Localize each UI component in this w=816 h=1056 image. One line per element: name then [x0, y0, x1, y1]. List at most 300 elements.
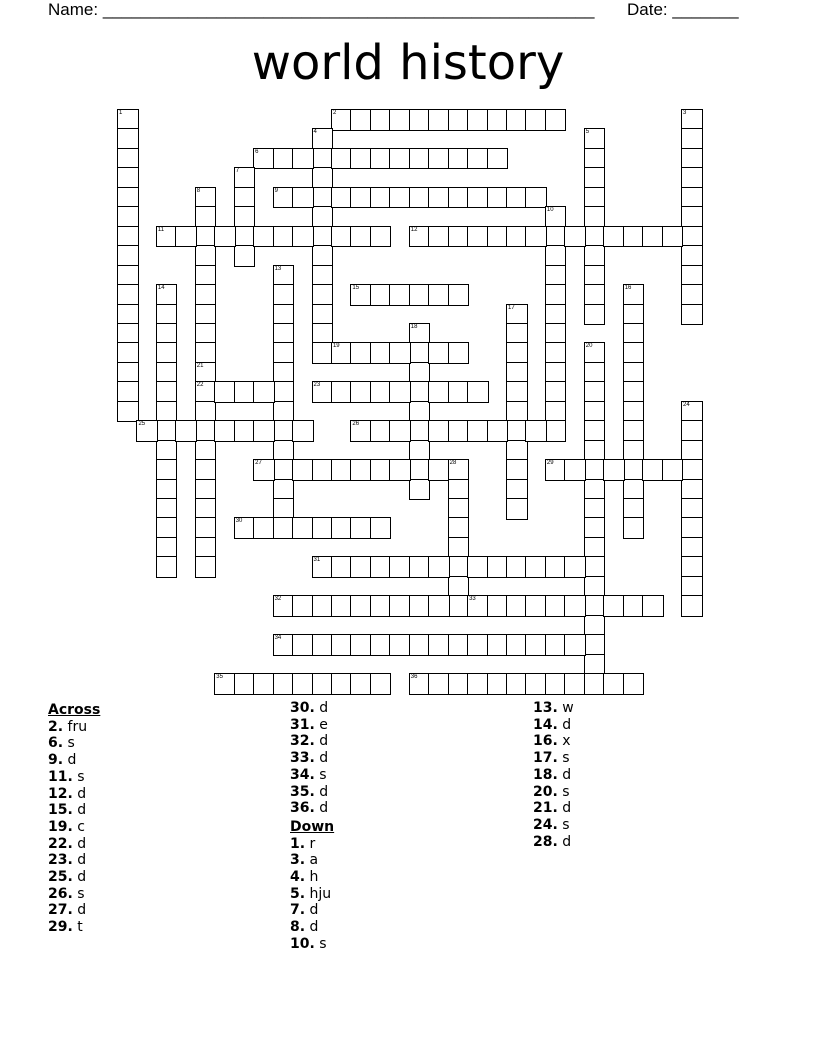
grid-cell[interactable]: [623, 440, 645, 462]
grid-cell[interactable]: [331, 226, 353, 248]
grid-cell[interactable]: [175, 226, 197, 248]
grid-cell[interactable]: [448, 284, 470, 306]
grid-cell[interactable]: [312, 517, 334, 539]
grid-cell[interactable]: [214, 673, 236, 695]
grid-cell[interactable]: [564, 226, 586, 248]
grid-cell[interactable]: [370, 634, 392, 656]
grid-cell[interactable]: [117, 109, 139, 131]
grid-cell[interactable]: [584, 206, 606, 228]
grid-cell[interactable]: [253, 459, 275, 481]
grid-cell[interactable]: [681, 226, 703, 248]
grid-cell[interactable]: [545, 265, 567, 287]
grid-cell[interactable]: [195, 401, 217, 423]
grid-cell[interactable]: [525, 634, 547, 656]
grid-cell[interactable]: [331, 634, 353, 656]
grid-cell[interactable]: [623, 459, 645, 481]
grid-cell[interactable]: [156, 479, 178, 501]
grid-cell[interactable]: [389, 284, 411, 306]
grid-cell[interactable]: [273, 634, 295, 656]
grid-cell[interactable]: [370, 556, 392, 578]
grid-cell[interactable]: [156, 323, 178, 345]
grid-cell[interactable]: [370, 420, 392, 442]
grid-cell[interactable]: [312, 206, 334, 228]
grid-cell[interactable]: [195, 187, 217, 209]
grid-cell[interactable]: [409, 459, 431, 481]
grid-cell[interactable]: [350, 634, 372, 656]
grid-cell[interactable]: [545, 206, 567, 228]
grid-cell[interactable]: [312, 673, 334, 695]
grid-cell[interactable]: [623, 498, 645, 520]
grid-cell[interactable]: [681, 206, 703, 228]
grid-cell[interactable]: [273, 342, 295, 364]
grid-cell[interactable]: [487, 187, 509, 209]
grid-cell[interactable]: [681, 556, 703, 578]
grid-cell[interactable]: [312, 284, 334, 306]
grid-cell[interactable]: [584, 576, 606, 598]
grid-cell[interactable]: [273, 304, 295, 326]
grid-cell[interactable]: [448, 459, 470, 481]
grid-cell[interactable]: [117, 284, 139, 306]
grid-cell[interactable]: [681, 187, 703, 209]
grid-cell[interactable]: [292, 226, 314, 248]
grid-cell[interactable]: [506, 362, 528, 384]
grid-cell[interactable]: [389, 556, 411, 578]
grid-cell[interactable]: [156, 420, 178, 442]
grid-cell[interactable]: [545, 420, 567, 442]
grid-cell[interactable]: [195, 556, 217, 578]
grid-cell[interactable]: [584, 342, 606, 364]
grid-cell[interactable]: [448, 595, 470, 617]
grid-cell[interactable]: [273, 148, 295, 170]
grid-cell[interactable]: [506, 556, 528, 578]
grid-cell[interactable]: [623, 342, 645, 364]
grid-cell[interactable]: [253, 517, 275, 539]
grid-cell[interactable]: [389, 342, 411, 364]
grid-cell[interactable]: [506, 440, 528, 462]
grid-cell[interactable]: [506, 342, 528, 364]
grid-cell[interactable]: [175, 420, 197, 442]
grid-cell[interactable]: [487, 595, 509, 617]
grid-cell[interactable]: [603, 673, 625, 695]
grid-cell[interactable]: [350, 673, 372, 695]
grid-cell[interactable]: [136, 420, 158, 442]
grid-cell[interactable]: [584, 440, 606, 462]
grid-cell[interactable]: [234, 517, 256, 539]
grid-cell[interactable]: [253, 673, 275, 695]
grid-cell[interactable]: [195, 304, 217, 326]
grid-cell[interactable]: [195, 284, 217, 306]
grid-cell[interactable]: [156, 226, 178, 248]
grid-cell[interactable]: [292, 187, 314, 209]
grid-cell[interactable]: [506, 595, 528, 617]
grid-cell[interactable]: [350, 556, 372, 578]
grid-cell[interactable]: [234, 167, 256, 189]
grid-cell[interactable]: [428, 148, 450, 170]
grid-cell[interactable]: [525, 595, 547, 617]
grid-cell[interactable]: [370, 673, 392, 695]
grid-cell[interactable]: [448, 498, 470, 520]
grid-cell[interactable]: [195, 381, 217, 403]
grid-cell[interactable]: [312, 556, 334, 578]
grid-cell[interactable]: [584, 265, 606, 287]
grid-cell[interactable]: [681, 401, 703, 423]
grid-cell[interactable]: [273, 284, 295, 306]
grid-cell[interactable]: [584, 148, 606, 170]
grid-cell[interactable]: [545, 342, 567, 364]
grid-cell[interactable]: [506, 187, 528, 209]
grid-cell[interactable]: [409, 148, 431, 170]
grid-cell[interactable]: [273, 381, 295, 403]
grid-cell[interactable]: [195, 479, 217, 501]
grid-cell[interactable]: [448, 226, 470, 248]
grid-cell[interactable]: [623, 401, 645, 423]
grid-cell[interactable]: [545, 673, 567, 695]
grid-cell[interactable]: [409, 362, 431, 384]
grid-cell[interactable]: [428, 556, 450, 578]
grid-cell[interactable]: [234, 206, 256, 228]
grid-cell[interactable]: [681, 284, 703, 306]
grid-cell[interactable]: [584, 595, 606, 617]
grid-cell[interactable]: [428, 595, 450, 617]
grid-cell[interactable]: [331, 109, 353, 131]
grid-cell[interactable]: [428, 284, 450, 306]
grid-cell[interactable]: [331, 381, 353, 403]
grid-cell[interactable]: [506, 498, 528, 520]
name-blank[interactable]: ____________________________________________________: [102, 0, 595, 19]
grid-cell[interactable]: [117, 148, 139, 170]
grid-cell[interactable]: [350, 109, 372, 131]
grid-cell[interactable]: [370, 148, 392, 170]
grid-cell[interactable]: [389, 595, 411, 617]
grid-cell[interactable]: [195, 537, 217, 559]
grid-cell[interactable]: [448, 556, 470, 578]
grid-cell[interactable]: [428, 420, 450, 442]
grid-cell[interactable]: [487, 556, 509, 578]
grid-cell[interactable]: [331, 517, 353, 539]
grid-cell[interactable]: [331, 556, 353, 578]
grid-cell[interactable]: [253, 226, 275, 248]
grid-cell[interactable]: [273, 323, 295, 345]
grid-cell[interactable]: [448, 479, 470, 501]
grid-cell[interactable]: [467, 595, 489, 617]
grid-cell[interactable]: [681, 265, 703, 287]
grid-cell[interactable]: [331, 187, 353, 209]
grid-cell[interactable]: [234, 187, 256, 209]
grid-cell[interactable]: [117, 323, 139, 345]
grid-cell[interactable]: [117, 265, 139, 287]
grid-cell[interactable]: [312, 265, 334, 287]
grid-cell[interactable]: [350, 517, 372, 539]
grid-cell[interactable]: [214, 381, 236, 403]
grid-cell[interactable]: [273, 265, 295, 287]
grid-cell[interactable]: [603, 226, 625, 248]
grid-cell[interactable]: [681, 479, 703, 501]
grid-cell[interactable]: [370, 187, 392, 209]
grid-cell[interactable]: [370, 459, 392, 481]
grid-cell[interactable]: [623, 517, 645, 539]
grid-cell[interactable]: [545, 556, 567, 578]
grid-cell[interactable]: [117, 226, 139, 248]
grid-cell[interactable]: [545, 401, 567, 423]
grid-cell[interactable]: [195, 362, 217, 384]
grid-cell[interactable]: [350, 284, 372, 306]
grid-cell[interactable]: [409, 226, 431, 248]
grid-cell[interactable]: [506, 401, 528, 423]
grid-cell[interactable]: [312, 381, 334, 403]
grid-cell[interactable]: [370, 342, 392, 364]
grid-cell[interactable]: [448, 342, 470, 364]
grid-cell[interactable]: [409, 109, 431, 131]
grid-cell[interactable]: [389, 381, 411, 403]
grid-cell[interactable]: [312, 148, 334, 170]
grid-cell[interactable]: [273, 498, 295, 520]
grid-cell[interactable]: [312, 245, 334, 267]
grid-cell[interactable]: [681, 420, 703, 442]
grid-cell[interactable]: [370, 595, 392, 617]
grid-cell[interactable]: [467, 148, 489, 170]
grid-cell[interactable]: [273, 226, 295, 248]
grid-cell[interactable]: [584, 284, 606, 306]
grid-cell[interactable]: [389, 420, 411, 442]
grid-cell[interactable]: [545, 381, 567, 403]
grid-cell[interactable]: [370, 226, 392, 248]
date-blank[interactable]: _______: [672, 0, 739, 19]
grid-cell[interactable]: [195, 206, 217, 228]
grid-cell[interactable]: [195, 245, 217, 267]
grid-cell[interactable]: [195, 265, 217, 287]
grid-cell[interactable]: [584, 226, 606, 248]
grid-cell[interactable]: [448, 537, 470, 559]
grid-cell[interactable]: [273, 440, 295, 462]
grid-cell[interactable]: [545, 245, 567, 267]
grid-cell[interactable]: [370, 284, 392, 306]
grid-cell[interactable]: [584, 615, 606, 637]
grid-cell[interactable]: [545, 634, 567, 656]
grid-cell[interactable]: [195, 226, 217, 248]
grid-cell[interactable]: [409, 381, 431, 403]
grid-cell[interactable]: [350, 187, 372, 209]
grid-cell[interactable]: [487, 420, 509, 442]
grid-cell[interactable]: [584, 167, 606, 189]
grid-cell[interactable]: [156, 440, 178, 462]
grid-cell[interactable]: [487, 109, 509, 131]
grid-cell[interactable]: [409, 556, 431, 578]
grid-cell[interactable]: [681, 440, 703, 462]
grid-cell[interactable]: [409, 479, 431, 501]
grid-cell[interactable]: [681, 148, 703, 170]
grid-cell[interactable]: [584, 634, 606, 656]
grid-cell[interactable]: [681, 128, 703, 150]
grid-cell[interactable]: [273, 401, 295, 423]
grid-cell[interactable]: [584, 420, 606, 442]
grid-cell[interactable]: [448, 381, 470, 403]
grid-cell[interactable]: [156, 342, 178, 364]
grid-cell[interactable]: [506, 634, 528, 656]
grid-cell[interactable]: [584, 556, 606, 578]
grid-cell[interactable]: [623, 323, 645, 345]
grid-cell[interactable]: [234, 420, 256, 442]
grid-cell[interactable]: [292, 673, 314, 695]
grid-cell[interactable]: [428, 459, 450, 481]
grid-cell[interactable]: [409, 440, 431, 462]
grid-cell[interactable]: [506, 226, 528, 248]
grid-cell[interactable]: [156, 401, 178, 423]
grid-cell[interactable]: [428, 381, 450, 403]
grid-cell[interactable]: [234, 381, 256, 403]
grid-cell[interactable]: [156, 284, 178, 306]
grid-cell[interactable]: [623, 673, 645, 695]
grid-cell[interactable]: [545, 284, 567, 306]
grid-cell[interactable]: [545, 323, 567, 345]
grid-cell[interactable]: [117, 206, 139, 228]
grid-cell[interactable]: [662, 226, 684, 248]
grid-cell[interactable]: [428, 673, 450, 695]
grid-cell[interactable]: [312, 342, 334, 364]
grid-cell[interactable]: [312, 128, 334, 150]
grid-cell[interactable]: [564, 634, 586, 656]
grid-cell[interactable]: [525, 187, 547, 209]
grid-cell[interactable]: [428, 634, 450, 656]
grid-cell[interactable]: [545, 226, 567, 248]
grid-cell[interactable]: [584, 362, 606, 384]
grid-cell[interactable]: [331, 595, 353, 617]
grid-cell[interactable]: [312, 323, 334, 345]
grid-cell[interactable]: [273, 673, 295, 695]
grid-cell[interactable]: [681, 304, 703, 326]
grid-cell[interactable]: [545, 362, 567, 384]
grid-cell[interactable]: [681, 595, 703, 617]
grid-cell[interactable]: [156, 381, 178, 403]
grid-cell[interactable]: [584, 498, 606, 520]
grid-cell[interactable]: [467, 187, 489, 209]
grid-cell[interactable]: [623, 362, 645, 384]
grid-cell[interactable]: [253, 420, 275, 442]
grid-cell[interactable]: [584, 459, 606, 481]
grid-cell[interactable]: [331, 673, 353, 695]
grid-cell[interactable]: [467, 226, 489, 248]
grid-cell[interactable]: [195, 323, 217, 345]
grid-cell[interactable]: [448, 187, 470, 209]
grid-cell[interactable]: [623, 304, 645, 326]
grid-cell[interactable]: [584, 304, 606, 326]
grid-cell[interactable]: [350, 595, 372, 617]
grid-cell[interactable]: [214, 420, 236, 442]
grid-cell[interactable]: [409, 673, 431, 695]
grid-cell[interactable]: [506, 109, 528, 131]
grid-cell[interactable]: [195, 342, 217, 364]
grid-cell[interactable]: [584, 381, 606, 403]
grid-cell[interactable]: [117, 304, 139, 326]
grid-cell[interactable]: [428, 226, 450, 248]
grid-cell[interactable]: [409, 342, 431, 364]
grid-cell[interactable]: [584, 537, 606, 559]
grid-cell[interactable]: [273, 595, 295, 617]
grid-cell[interactable]: [117, 187, 139, 209]
grid-cell[interactable]: [584, 479, 606, 501]
grid-cell[interactable]: [350, 342, 372, 364]
grid-cell[interactable]: [234, 245, 256, 267]
grid-cell[interactable]: [312, 187, 334, 209]
grid-cell[interactable]: [409, 595, 431, 617]
grid-cell[interactable]: [312, 167, 334, 189]
grid-cell[interactable]: [448, 109, 470, 131]
grid-cell[interactable]: [117, 381, 139, 403]
grid-cell[interactable]: [117, 167, 139, 189]
grid-cell[interactable]: [545, 109, 567, 131]
grid-cell[interactable]: [273, 187, 295, 209]
grid-cell[interactable]: [370, 109, 392, 131]
grid-cell[interactable]: [564, 595, 586, 617]
grid-cell[interactable]: [331, 459, 353, 481]
grid-cell[interactable]: [467, 634, 489, 656]
grid-cell[interactable]: [525, 556, 547, 578]
grid-cell[interactable]: [409, 284, 431, 306]
grid-cell[interactable]: [156, 537, 178, 559]
grid-cell[interactable]: [584, 673, 606, 695]
grid-cell[interactable]: [292, 148, 314, 170]
grid-cell[interactable]: [389, 109, 411, 131]
grid-cell[interactable]: [156, 556, 178, 578]
grid-cell[interactable]: [642, 459, 664, 481]
grid-cell[interactable]: [370, 381, 392, 403]
grid-cell[interactable]: [584, 401, 606, 423]
grid-cell[interactable]: [584, 654, 606, 676]
grid-cell[interactable]: [117, 245, 139, 267]
grid-cell[interactable]: [642, 226, 664, 248]
grid-cell[interactable]: [273, 459, 295, 481]
grid-cell[interactable]: [623, 381, 645, 403]
grid-cell[interactable]: [195, 517, 217, 539]
grid-cell[interactable]: [253, 381, 275, 403]
grid-cell[interactable]: [662, 459, 684, 481]
grid-cell[interactable]: [487, 148, 509, 170]
grid-cell[interactable]: [389, 459, 411, 481]
grid-cell[interactable]: [370, 517, 392, 539]
grid-cell[interactable]: [506, 479, 528, 501]
grid-cell[interactable]: [564, 673, 586, 695]
grid-cell[interactable]: [428, 342, 450, 364]
grid-cell[interactable]: [584, 245, 606, 267]
grid-cell[interactable]: [467, 673, 489, 695]
grid-cell[interactable]: [448, 576, 470, 598]
grid-cell[interactable]: [312, 226, 334, 248]
grid-cell[interactable]: [350, 148, 372, 170]
grid-cell[interactable]: [564, 459, 586, 481]
grid-cell[interactable]: [292, 634, 314, 656]
grid-cell[interactable]: [642, 595, 664, 617]
grid-cell[interactable]: [603, 595, 625, 617]
grid-cell[interactable]: [409, 401, 431, 423]
grid-cell[interactable]: [350, 420, 372, 442]
grid-cell[interactable]: [214, 226, 236, 248]
grid-cell[interactable]: [389, 187, 411, 209]
grid-cell[interactable]: [506, 459, 528, 481]
grid-cell[interactable]: [312, 459, 334, 481]
grid-cell[interactable]: [273, 420, 295, 442]
grid-cell[interactable]: [117, 342, 139, 364]
grid-cell[interactable]: [350, 459, 372, 481]
grid-cell[interactable]: [681, 498, 703, 520]
grid-cell[interactable]: [350, 381, 372, 403]
grid-cell[interactable]: [292, 459, 314, 481]
grid-cell[interactable]: [564, 556, 586, 578]
grid-cell[interactable]: [681, 245, 703, 267]
grid-cell[interactable]: [273, 362, 295, 384]
grid-cell[interactable]: [428, 109, 450, 131]
grid-cell[interactable]: [681, 517, 703, 539]
grid-cell[interactable]: [292, 517, 314, 539]
grid-cell[interactable]: [525, 673, 547, 695]
